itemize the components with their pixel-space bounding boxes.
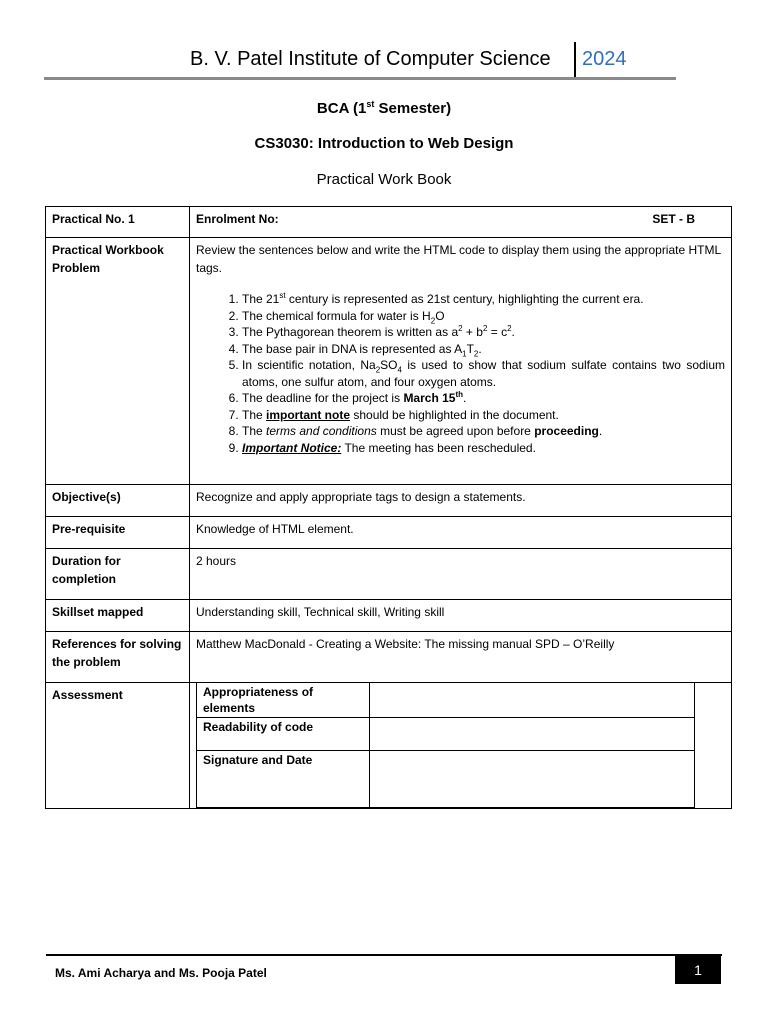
list-item: 1. The 21st century is represented as 21st century, highlighting the current era. bbox=[242, 291, 725, 308]
skillset-value: Understanding skill, Technical skill, Writing skill bbox=[190, 600, 732, 632]
workbook-title: Practical Work Book bbox=[316, 171, 452, 188]
problem-content bbox=[190, 238, 732, 485]
page-number: 1 bbox=[675, 956, 721, 984]
institute-title: B. V. Patel Institute of Computer Science bbox=[190, 48, 551, 70]
list-item: 5. In scientific notation, $Na_2SO_4$ is used to show that sodium sulfate contains two sodium atoms, one sulfur atom, and four oxygen atoms. bbox=[242, 357, 725, 390]
prereq-value: Knowledge of HTML element. bbox=[190, 517, 732, 549]
list-item: 6. The deadline for the project is March 15th. bbox=[242, 390, 725, 407]
assessment-criterion: Signature and Date bbox=[197, 751, 370, 808]
duration-label: Duration for completion bbox=[46, 549, 190, 600]
assessment-cell bbox=[370, 683, 695, 718]
program-heading: BCA (1st Semester) bbox=[316, 99, 452, 117]
footer-authors: Ms. Ami Acharya and Ms. Pooja Patel bbox=[55, 966, 267, 980]
set-label: SET - B bbox=[652, 212, 695, 226]
objective-value: Recognize and apply appropriate tags to design a statements. bbox=[190, 485, 732, 517]
references-value: Matthew MacDonald - Creating a Website: The missing manual SPD – O’Reilly bbox=[190, 632, 732, 683]
enrolment-label: Enrolment No: bbox=[196, 212, 279, 226]
objective-label: Objective(s) bbox=[46, 485, 190, 517]
skillset-label: Skillset mapped bbox=[46, 600, 190, 632]
course-code-title: CS3030: Introduction to Web Design bbox=[254, 135, 514, 152]
footer-rule bbox=[46, 954, 722, 956]
prereq-label: Pre-requisite bbox=[46, 517, 190, 549]
list-item: 7. The important note should be highlighted in the document. bbox=[242, 407, 725, 424]
list-item: 3. The Pythagorean theorem is written as $a^2 + b^2 = c^2$. bbox=[242, 324, 725, 341]
list-item: 2. The chemical formula for water is $H_2O$ bbox=[242, 308, 725, 325]
duration-value: 2 hours bbox=[190, 549, 732, 600]
assessment-criterion: Appropriateness of elements bbox=[197, 683, 370, 718]
header-rule bbox=[44, 77, 676, 80]
practical-number: Practical No. 1 bbox=[46, 207, 190, 238]
assessment-table bbox=[196, 682, 695, 808]
problem-intro: Review the sentences below and write the HTML code to display them using the appropriate HTML tags. bbox=[196, 243, 721, 275]
list-item: 8. The terms and conditions must be agreed upon before proceeding. bbox=[242, 423, 725, 440]
references-label: References for solving the problem bbox=[46, 632, 190, 683]
problem-label: Practical Workbook Problem bbox=[46, 238, 190, 485]
practical-table bbox=[45, 206, 732, 809]
assessment-label: Assessment bbox=[46, 683, 190, 809]
assessment-criterion: Readability of code bbox=[197, 718, 370, 751]
assessment-cell bbox=[370, 718, 695, 751]
header-year: 2024 bbox=[582, 48, 627, 70]
header-divider bbox=[574, 42, 576, 78]
sentence-list bbox=[196, 291, 725, 456]
list-item: 9. Important Notice: The meeting has been rescheduled. bbox=[242, 440, 725, 457]
assessment-cell bbox=[370, 751, 695, 808]
list-item: 4. The base pair in DNA is represented as $A_1T_2$. bbox=[242, 341, 725, 358]
